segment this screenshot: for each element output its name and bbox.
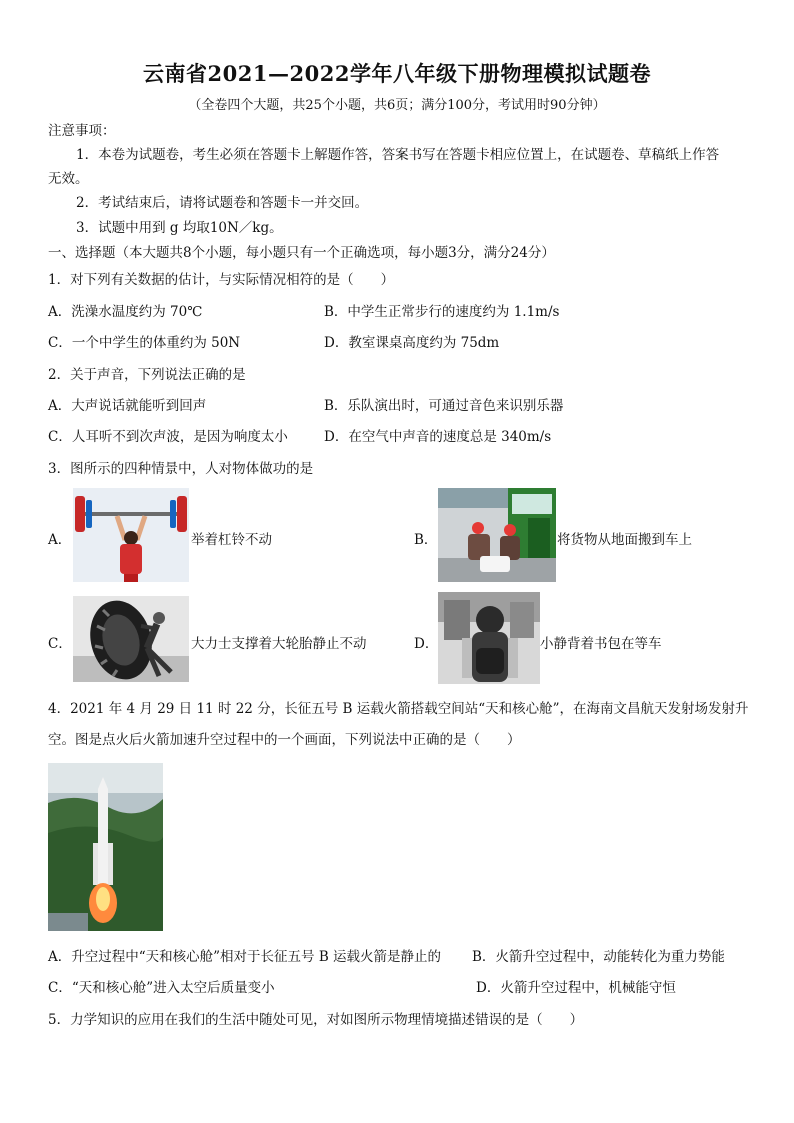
exam-title: 云南省2021—2022学年八年级下册物理模拟试题卷 [143,61,651,86]
note-1-cont: 无效。 [48,171,89,187]
q2-option-c: C．人耳听不到次声波，是因为响度太小 [48,429,288,445]
q4-stem-line-1: 4．2021 年 4 月 29 日 11 时 22 分，长征五号 B 运载火箭搭载空间站“天和核心舱”，在海南文昌航天发射场发射升 [48,701,749,717]
q2-stem: 2．关于声音，下列说法正确的是 [48,367,246,383]
exam-subtitle: （全卷四个大题，共25个小题，共6页；满分100分，考试用时90分钟） [188,98,606,113]
loading-cargo-image [438,488,556,582]
q3-option-b-letter: B． [414,532,438,548]
q3-option-a-letter: A． [48,532,72,548]
q1-option-b: B．中学生正常步行的速度约为 1.1m/s [324,304,560,320]
q4-option-b: B．火箭升空过程中，动能转化为重力势能 [472,949,725,965]
weightlifter-image [73,488,189,582]
q4-option-c: C．“天和核心舱”进入太空后质量变小 [48,980,275,996]
q2-option-a: A．大声说话就能听到回声 [48,398,207,414]
q5-stem: 5．力学知识的应用在我们的生活中随处可见，对如图所示物理情境描述错误的是（ ） [48,1012,584,1028]
note-2: 2．考试结束后，请将试题卷和答题卡一并交回。 [76,195,369,211]
q3-option-d-letter: D． [414,636,439,652]
q2-option-d: D．在空气中声音的速度总是 340m/s [324,429,552,445]
strongman-tire-image [73,596,189,682]
q2-option-b: B．乐队演出时，可通过音色来识别乐器 [324,398,564,414]
q3-option-d-caption: 小静背着书包在等车 [540,636,662,652]
rocket-launch-image [48,763,163,931]
q3-stem: 3．图所示的四种情景中，人对物体做功的是 [48,461,314,477]
q4-option-a: A．升空过程中“天和核心舱”相对于长征五号 B 运载火箭是静止的 [48,949,442,965]
notes-heading: 注意事项： [48,123,116,139]
q3-option-c-caption: 大力士支撑着大轮胎静止不动 [191,636,367,652]
note-1: 1．本卷为试题卷，考生必须在答题卡上解题作答，答案书写在答题卡相应位置上，在试题卷、草稿纸上作答 [76,147,720,163]
q3-option-c-letter: C． [48,636,72,652]
student-backpack-image [438,592,540,684]
note-3: 3．试题中用到 g 均取10N／kg。 [76,220,283,236]
q4-stem-line-2: 空。图是点火后火箭加速升空过程中的一个画面，下列说法中正确的是（ ） [48,732,521,748]
q1-option-a: A．洗澡水温度约为 70℃ [48,304,203,320]
section-1-heading: 一、选择题（本大题共8个小题，每小题只有一个正确选项，每小题3分，满分24分） [48,245,555,261]
q1-option-d: D．教室课桌高度约为 75dm [324,335,500,351]
q4-option-d: D．火箭升空过程中，机械能守恒 [476,980,676,996]
q1-stem: 1．对下列有关数据的估计，与实际情况相符的是（ ） [48,272,395,288]
q3-option-a-caption: 举着杠铃不动 [191,532,272,548]
q1-option-c: C．一个中学生的体重约为 50N [48,335,241,351]
q3-option-b-caption: 将货物从地面搬到车上 [557,532,692,548]
